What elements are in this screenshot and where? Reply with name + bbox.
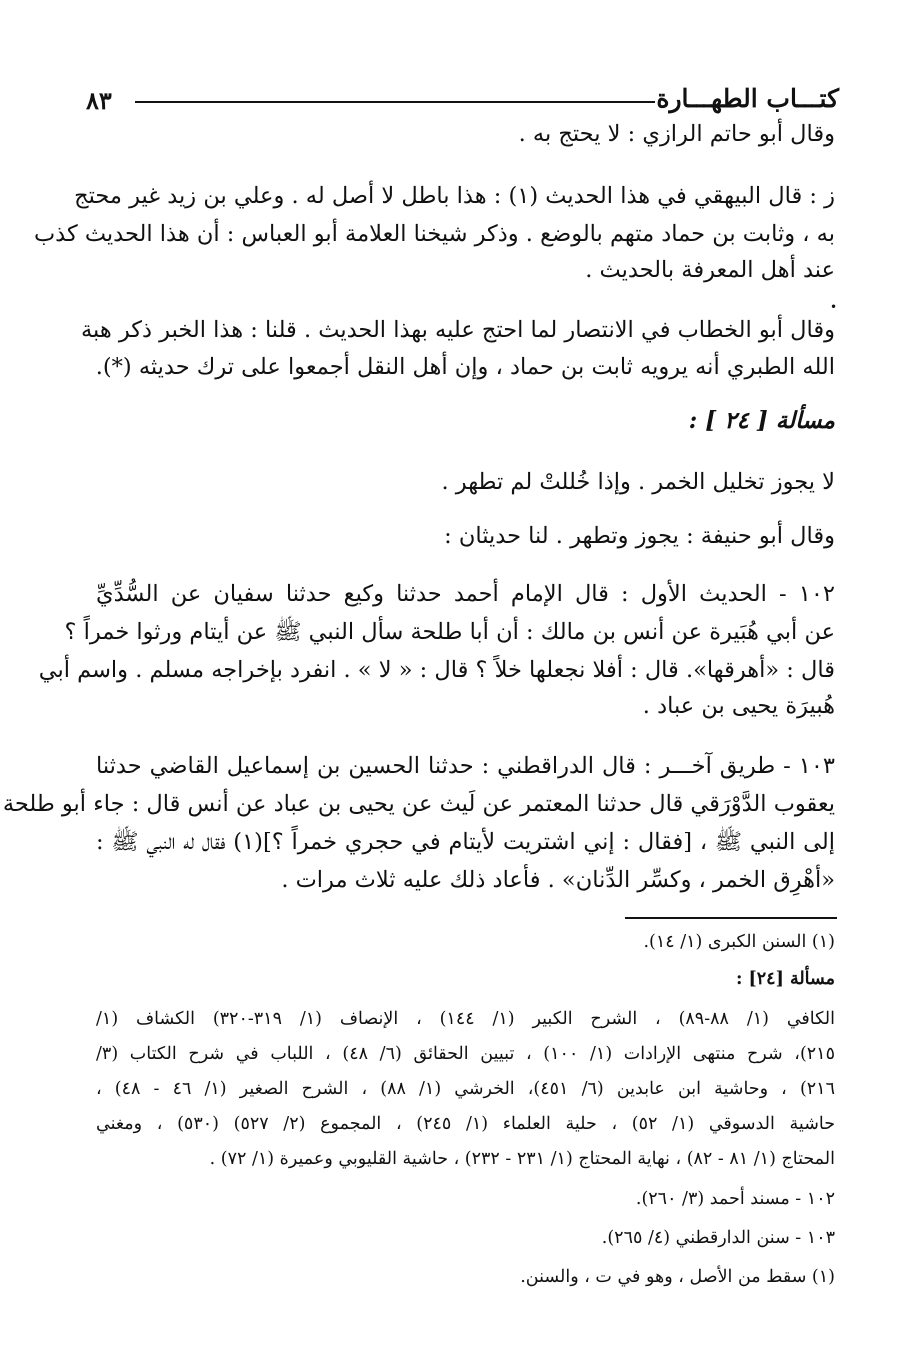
footnote-heading: مسألة [٢٤] : [735,969,835,989]
footnote-line: ١٠٣ - سنن الدارقطني (٤/ ٢٦٥). [601,1228,835,1248]
footnote-line: ٢١٥)، شرح منتهى الإرادات (١/ ١٠٠) ، تبيين الحقائق (٦/ ٤٨) ، اللباب في شرح الكتاب (٣/ [96,1044,835,1064]
hadith-line: إلى النبي ﷺ ، [فقال : إني اشتريت لأيتام في حجري خمراً ؟](١) فقال له النبي ﷺ : [96,829,835,855]
page-number: ٨٣ [86,86,112,115]
footnote-line: الكافي (١/ ٨٨-٨٩) ، الشرح الكبير (١/ ١٤٤) ، الإنصاف (١/ ٣١٩-٣٢٠) الكشاف (١/ [96,1009,835,1029]
hadith-line: عن أبي هُبَيرة عن أنس بن مالك : أن أبا طلحة سأل النبي ﷺ عن أيتام ورثوا خمراً ؟ [64,619,835,645]
header-rule [135,101,655,103]
margin-mark: • [830,300,838,314]
body-line: الله الطبري أنه يرويه ثابت بن حماد ، وإن أهل النقل أجمعوا على ترك حديثه (*). [95,354,835,380]
footnote-rule [625,917,837,919]
footnote-line: ٢١٦) ، وحاشية ابن عابدين (٦/ ٤٥١)، الخرشي (١/ ٨٨) ، الشرح الصغير (١/ ٤٦ - ٤٨) ، [96,1079,835,1099]
footnote-line: (١) السنن الكبرى (١/ ١٤). [643,932,835,952]
body-line: ز : قال البيهقي في هذا الحديث (١) : هذا باطل لا أصل له . وعلي بن زيد غير محتج [74,183,835,209]
hadith-line: ١٠٣ - طريق آخـــر : قال الدراقطني : حدثنا الحسين بن إسماعيل القاضي حدثنا [96,753,835,779]
body-line: عند أهل المعرفة بالحديث . [585,257,835,283]
running-header-title: كتـــاب الطهـــارة [656,84,839,113]
body-line: وقال أبو حاتم الرازي : لا يحتج به . [518,121,835,147]
body-line: لا يجوز تخليل الخمر . وإذا خُللتْ لم تطهر . [441,469,835,495]
hadith-line: يعقوب الدَّوْرَقي قال حدثنا المعتمر عن لَيث عن يحيى بن عباد عن أنس قال : جاء أبو طلحة [2,791,835,817]
footnote-line: ١٠٢ - مسند أحمد (٣/ ٢٦٠). [635,1189,835,1209]
body-line: به ، وثابت بن حماد متهم بالوضع . وذكر شيخنا العلامة أبو العباس : أن هذا الحديث كذب [33,221,835,247]
section-heading: مسألة [ ٢٤ ] : [688,407,835,434]
hadith-line: «أهْرِق الخمر ، وكسِّر الدِّنان» . فأعاد ذلك عليه ثلاث مرات . [281,867,835,893]
hadith-line: قال : «أهرقها». قال : أفلا نجعلها خلاً ؟ قال : « لا » . انفرد بإخراجه مسلم . واسم أبي [38,657,835,683]
footnote-line: حاشية الدسوقي (١/ ٥٢) ، حلية العلماء (١/ ٢٤٥) ، المجموع (٢/ ٥٢٧) (٥٣٠) ، ومغني [96,1114,836,1134]
footnote-line: (١) سقط من الأصل ، وهو في ت ، والسنن. [520,1267,835,1287]
hadith-line: ١٠٢ - الحديث الأول : قال الإمام أحمد حدثنا وكيع حدثنا سفيان عن السُّدِّيِّ [96,581,835,607]
footnote-line: المحتاج (١/ ٨١ - ٨٢) ، نهاية المحتاج (١/ ٢٣١ - ٢٣٢) ، حاشية القليوبي وعميرة (١/ ٧٢) . [209,1149,835,1169]
body-line: وقال أبو حنيفة : يجوز وتطهر . لنا حديثان : [444,523,835,549]
body-line: وقال أبو الخطاب في الانتصار لما احتج عليه بهذا الحديث . قلنا : هذا الخبر ذكر هبة [80,317,835,343]
hadith-line: هُبيرَة يحيى بن عباد . [642,693,835,719]
